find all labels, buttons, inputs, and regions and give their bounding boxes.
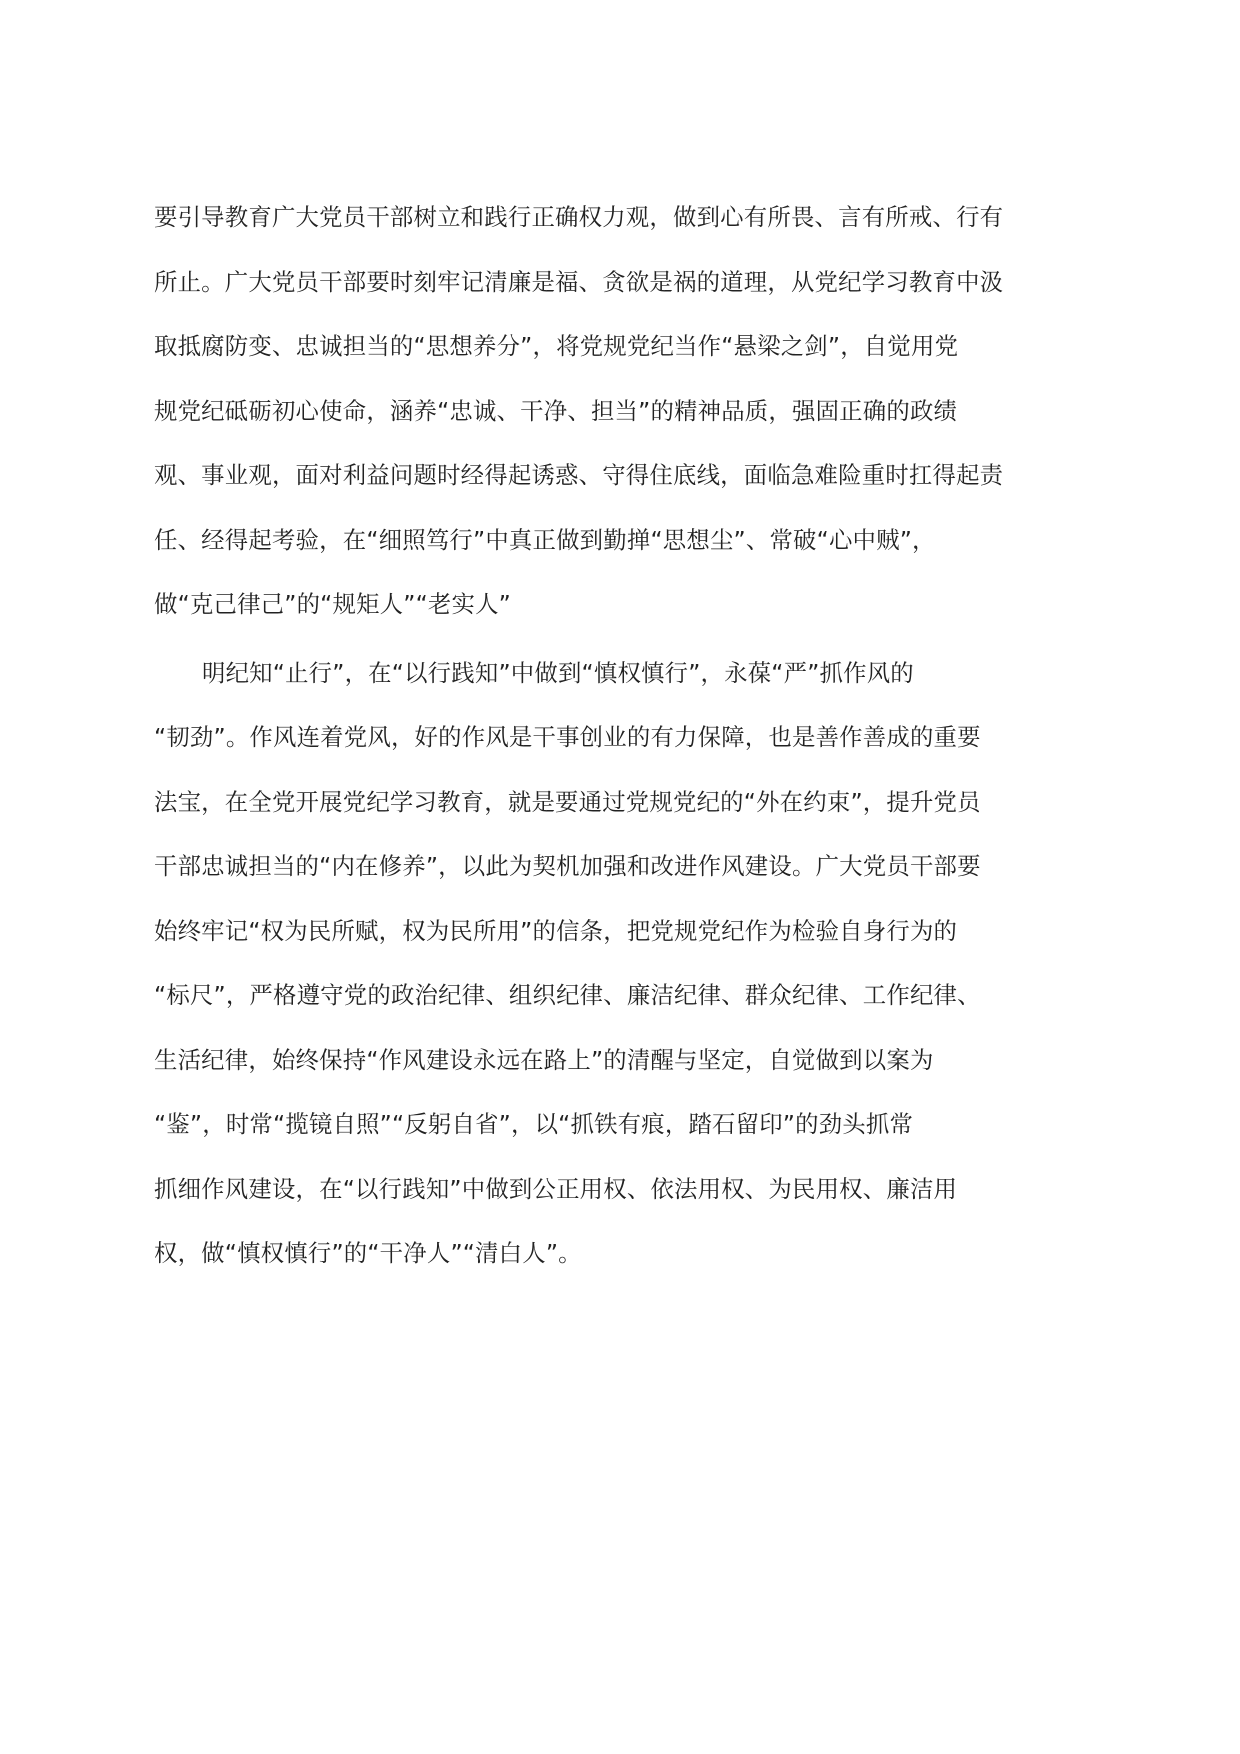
paragraph-line: 规党纪砥砺初心使命，涵养“忠诚、干净、担当”的精神品质，强固正确的政绩 bbox=[154, 396, 958, 425]
paragraph-line: 抓细作风建设，在“以行践知”中做到公正用权、依法用权、为民用权、廉洁用 bbox=[154, 1174, 958, 1203]
paragraph-line: 观、事业观，面对利益问题时经得起诱惑、守得住底线，面临急难险重时扛得起责 bbox=[154, 461, 1004, 489]
paragraph-line: 取抵腐防变、忠诚担当的“思想养分”，将党规党纪当作“悬梁之剑”，自觉用党 bbox=[154, 332, 959, 360]
paragraph-line: 任、经得起考验，在“细照笃行”中真正做到勤掸“思想尘”、常破“心中贼”， bbox=[154, 525, 936, 554]
document-body bbox=[154, 185, 1066, 1286]
paragraph-line: 始终牢记“权为民所赋，权为民所用”的信条，把党规党纪作为检验自身行为的 bbox=[154, 916, 958, 945]
paragraph-line: “鉴”，时常“揽镜自照”“反躬自省”，以“抓铁有痕，踏石留印”的劲头抓常 bbox=[154, 1110, 914, 1138]
paragraph-line: 要引导教育广大党员干部树立和践行正确权力观，做到心有所畏、言有所戒、行有 bbox=[154, 203, 1004, 231]
paragraph-line: “标尺”，严格遵守党的政治纪律、组织纪律、廉洁纪律、群众纪律、工作纪律、 bbox=[154, 981, 981, 1009]
paragraph-line: 明纪知“止行”，在“以行践知”中做到“慎权慎行”，永葆“严”抓作风的 bbox=[202, 658, 914, 687]
paragraph-line: 干部忠诚担当的“内在修养”，以此为契机加强和改进作风建设。广大党员干部要 bbox=[154, 852, 981, 880]
paragraph-line: 生活纪律，始终保持“作风建设永远在路上”的清醒与坚定，自觉做到以案为 bbox=[154, 1045, 934, 1074]
paragraph-line: 所止。广大党员干部要时刻牢记清廉是福、贪欲是祸的道理，从党纪学习教育中汲 bbox=[154, 267, 1004, 296]
paragraph-line: 权，做“慎权慎行”的“干净人”“清白人”。 bbox=[154, 1239, 582, 1267]
paragraph-1 bbox=[154, 185, 1066, 637]
paragraph-line: 做“克己律己”的“规矩人”“老实人” bbox=[154, 590, 511, 618]
paragraph-line: 法宝，在全党开展党纪学习教育，就是要通过党规党纪的“外在约束”，提升党员 bbox=[154, 787, 981, 816]
paragraph-line: “韧劲”。作风连着党风，好的作风是干事创业的有力保障，也是善作善成的重要 bbox=[154, 723, 981, 751]
paragraph-2 bbox=[154, 641, 1066, 1286]
